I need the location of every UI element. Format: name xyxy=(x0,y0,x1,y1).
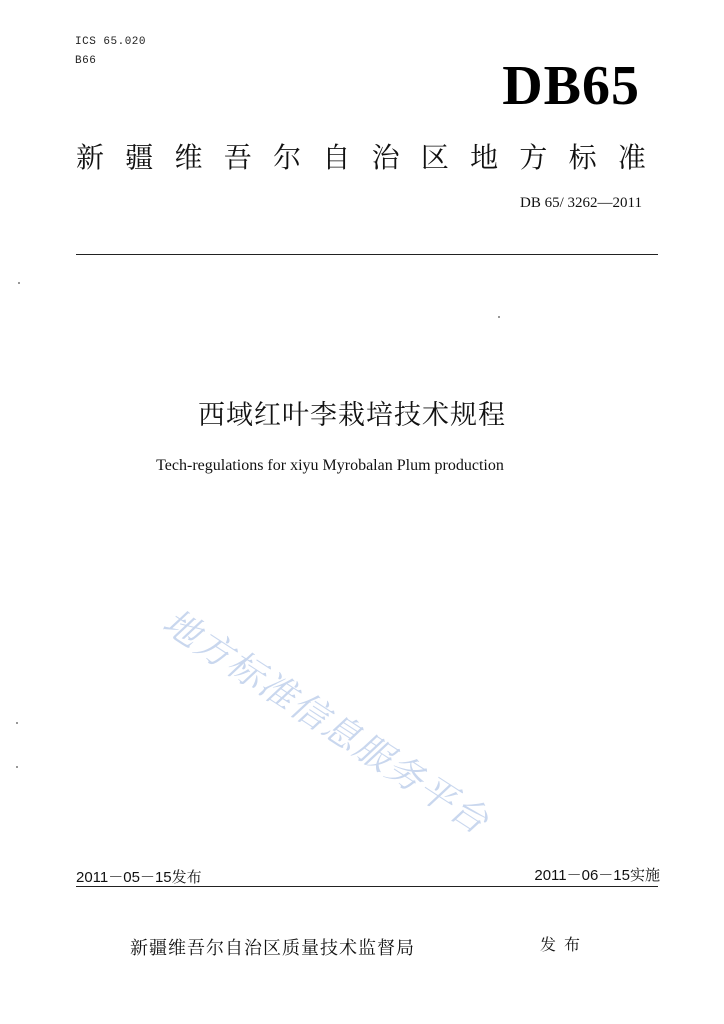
authority-char: 吾 xyxy=(223,141,252,174)
authority-char: 区 xyxy=(420,141,449,174)
authority-char: 新 xyxy=(76,141,105,174)
authority-char: 方 xyxy=(519,141,548,174)
authority-char: 疆 xyxy=(125,141,154,174)
implement-date: 2011－06－15实施 xyxy=(534,867,660,884)
authority-title xyxy=(76,136,646,176)
ics-code: ICS 65.020 xyxy=(75,36,147,48)
document-title-english: Tech-regulations for xiyu Myrobalan Plum production xyxy=(156,457,504,474)
watermark: 地方标准信息服务平台 xyxy=(155,601,497,844)
scan-speck xyxy=(16,766,18,768)
authority-char: 标 xyxy=(568,141,597,174)
authority-char: 治 xyxy=(371,141,400,174)
standard-number: DB 65/ 3262—2011 xyxy=(520,195,642,211)
standard-prefix: DB65 xyxy=(502,55,640,117)
scan-speck xyxy=(16,722,18,724)
footer-divider xyxy=(76,886,658,887)
issuing-authority: 新疆维吾尔自治区质量技术监督局 xyxy=(130,938,415,959)
document-title-chinese: 西域红叶李栽培技术规程 xyxy=(198,400,506,431)
authority-char: 准 xyxy=(617,141,646,174)
authority-char: 维 xyxy=(174,141,203,174)
publish-date: 2011－05－15发布 xyxy=(76,869,202,886)
authority-char: 自 xyxy=(322,141,351,174)
scan-speck xyxy=(498,316,500,318)
authority-char: 地 xyxy=(470,141,499,174)
authority-char: 尔 xyxy=(273,141,302,174)
issue-label: 发布 xyxy=(540,935,589,954)
scan-speck xyxy=(18,282,20,284)
classification-code: B66 xyxy=(75,55,97,67)
header-divider xyxy=(76,254,658,255)
